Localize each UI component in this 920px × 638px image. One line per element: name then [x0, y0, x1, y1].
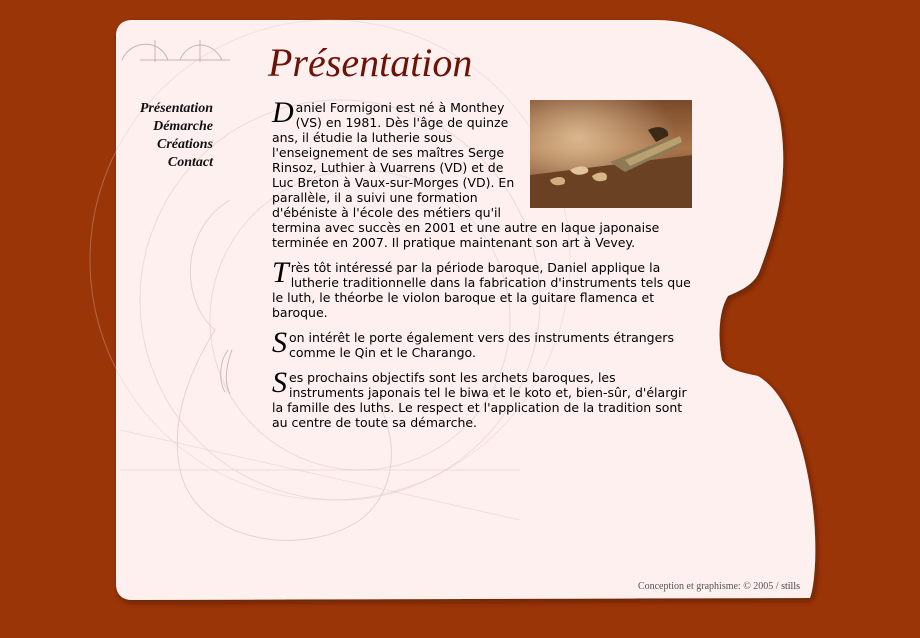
page-title: Présentation: [268, 40, 473, 85]
paragraph-text: rès tôt intéressé par la période baroque, Daniel applique la lutherie traditionnelle dans la fabrication d'instruments tels que le luth, le théorbe le violon baroque et la guitare flamenca et baroque.: [272, 260, 691, 320]
workshop-photo: [530, 100, 692, 208]
dropcap: S: [272, 326, 287, 359]
footer-text: Conception et graphisme: © 2005 /: [637, 581, 782, 592]
paragraph-text: es prochains objectifs sont les archets baroques, les instruments japonais tel le biwa et le koto et, bien-sûr, d'élargir la famille des luths. Le respect et l'application de la tradition sont au centre de toute sa démarche.: [272, 370, 687, 430]
nav-item-contact[interactable]: Contact: [167, 155, 213, 170]
nav-item-presentation[interactable]: Présentation: [139, 101, 213, 116]
paragraph-2: [272, 256, 692, 320]
footer-credit: [638, 581, 800, 592]
paragraph-text: on intérêt le porte également vers des instruments étrangers comme le Qin et le Charango.: [289, 330, 674, 360]
paragraph-3: [272, 326, 692, 360]
paragraph-text: aniel Formigoni est né à Monthey (VS) en 1981. Dès l'âge de quinze ans, il étudie la lutherie sous l'enseignement de ses maîtres Serge Rinsoz, Luthier à Vuarrens (VD) et de Luc Breton à Vaux-sur-Morges (VD). En parallèle, il a suivi une formation d'ébéniste à l'école des métiers qu'il termina avec succès en 2001 et une autre en laque japonaise terminée en 2007. Il pratique maintenant son art à Vevey.: [272, 100, 660, 250]
footer-credit-link[interactable]: stills: [781, 581, 800, 592]
dropcap: S: [272, 366, 287, 399]
paragraph-4: [272, 366, 692, 430]
main-nav: [120, 100, 213, 172]
dropcap: D: [272, 96, 294, 129]
nav-item-demarche[interactable]: Démarche: [153, 119, 213, 134]
dropcap: T: [272, 256, 289, 289]
main-content: [272, 96, 692, 440]
nav-item-creations[interactable]: Créations: [156, 137, 213, 152]
